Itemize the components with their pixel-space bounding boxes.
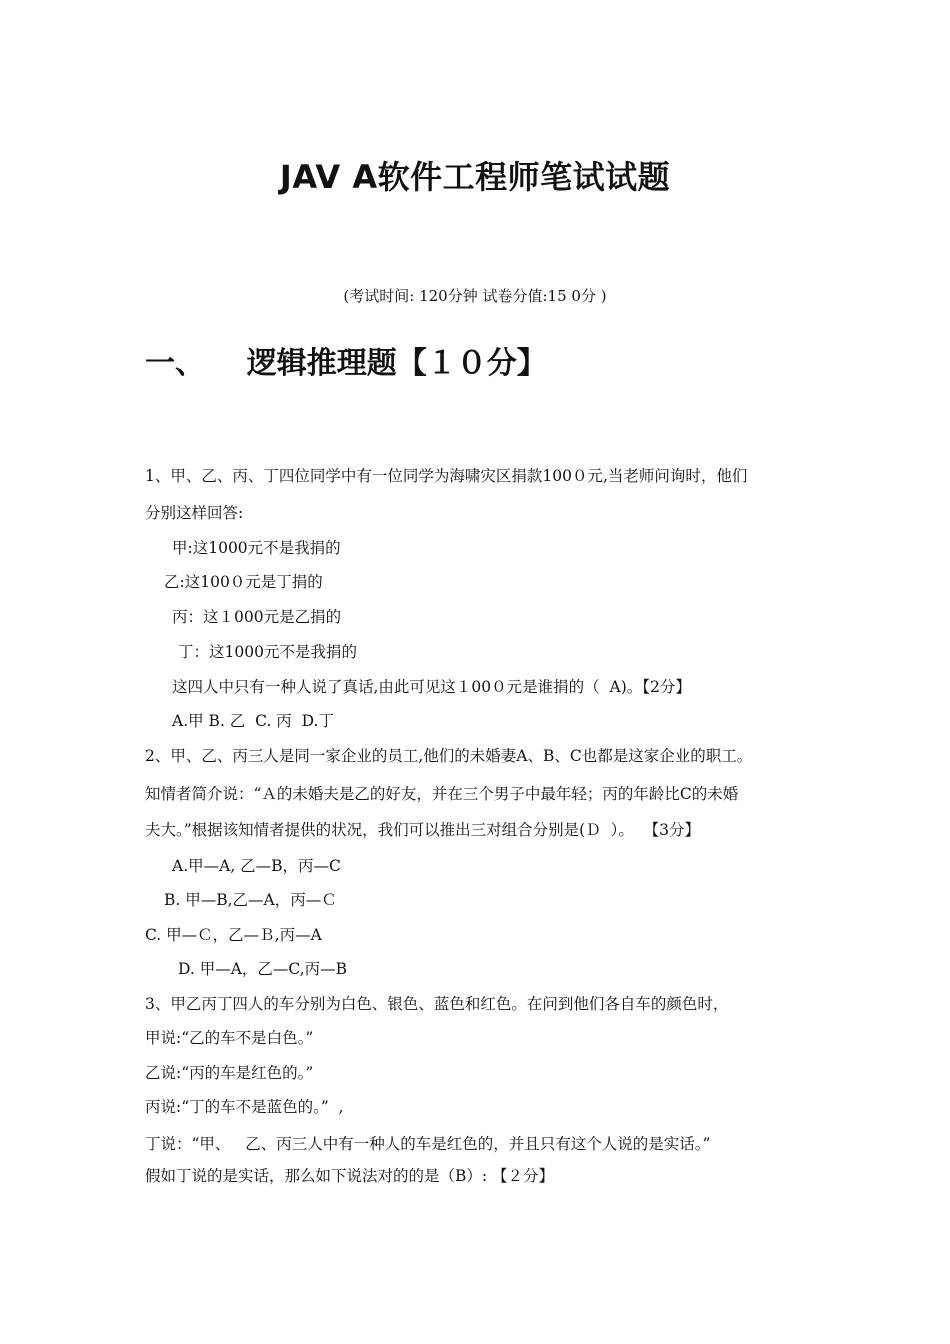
question-3-text: 3、甲乙丙丁四人的车分别为白色、银色、蓝色和红色。在问到他们各自车的颜色时， xyxy=(145,995,729,1013)
question-3-prompt: 假如丁说的是实话，那么如下说法对的的是（B）: 【２分】 xyxy=(145,1167,555,1185)
answer-jia: 甲:这1000元不是我捐的 xyxy=(172,539,341,557)
question-2-text: 2、甲、乙、丙三人是同一家企业的员工,他们的未婚妻A、B、C也都是这家企业的职工。 xyxy=(145,747,753,765)
statement-jia: 甲说:“乙的车不是白色。” xyxy=(145,1029,314,1047)
answer-ding: 丁：这1000元不是我捐的 xyxy=(178,643,357,661)
question-2-text-cont: 知情者简介说：“Ａ的未婚夫是乙的好友，并在三个男子中最年轻；丙的年龄比C的未婚 xyxy=(145,785,739,803)
question-2-option-c: C. 甲—Ｃ，乙—Ｂ,丙—A xyxy=(145,926,322,944)
question-2-prompt: 夫大。”根据该知情者提供的状况，我们可以推出三对组合分别是(Ｄ ）。 【3分】 xyxy=(145,821,701,839)
question-1-prompt: 这四人中只有一种人说了真话,由此可见这１00０元是谁捐的（ A)。【2分】 xyxy=(172,678,691,696)
answer-yi: 乙:这100０元是丁捐的 xyxy=(164,573,323,591)
statement-bing: 丙说:“丁的车不是蓝色的。” , xyxy=(145,1098,344,1116)
statement-ding: 丁说：“甲、 乙、丙三人中有一种人的车是红色的，并且只有这个人说的是实话。” xyxy=(145,1135,711,1153)
statement-yi: 乙说:“丙的车是红色的。” xyxy=(145,1064,314,1082)
answer-bing: 丙：这１000元是乙捐的 xyxy=(172,608,342,626)
question-1-text: 1、甲、乙、丙、丁四位同学中有一位同学为海啸灾区捐款100０元,当老师问询时，他们 xyxy=(145,467,748,485)
section-heading-logic: 一、 逻辑推理题【１０分】 xyxy=(145,346,547,381)
question-1-options: A.甲 B. 乙 C. 丙 D.丁 xyxy=(172,712,334,730)
question-2-option-d: D. 甲—A，乙—C,丙—B xyxy=(178,960,348,978)
question-2-option-b: B. 甲—B,乙—A，丙—Ｃ xyxy=(164,891,337,909)
question-1-text-cont: 分别这样回答: xyxy=(145,504,244,522)
question-2-option-a: A.甲—A, 乙—B，丙—C xyxy=(172,857,341,875)
document-title: JAV A软件工程师笔试试题 xyxy=(279,158,671,196)
exam-info: (考试时间: 120分钟 试卷分值:15 0分 ) xyxy=(343,287,607,305)
